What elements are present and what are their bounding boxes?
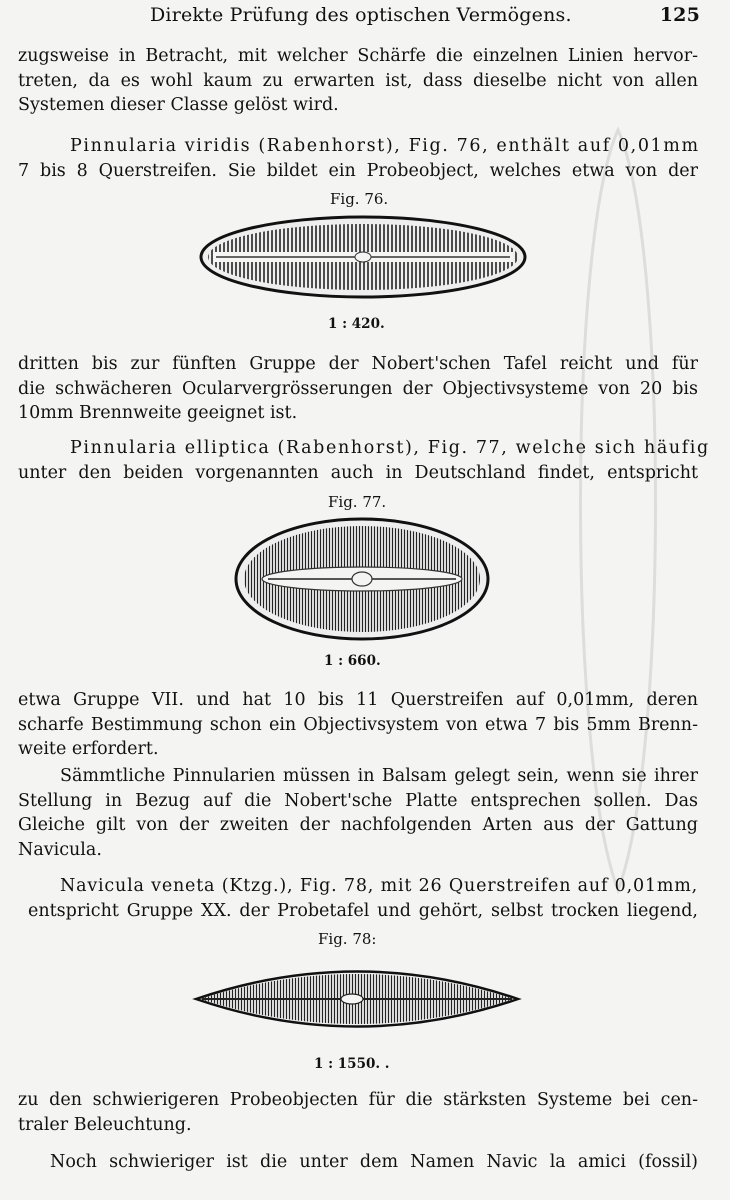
figure-76-diatom xyxy=(198,212,528,302)
text-line: zu den schwierigeren Probeobjecten für die stärksten Systeme bei cen- xyxy=(18,1090,698,1110)
text-line: traler Beleuchtung. xyxy=(18,1114,192,1135)
text-line: etwa Gruppe VII. und hat 10 bis 11 Querstreifen auf 0,01mm, deren xyxy=(18,690,698,710)
text-line: die schwächeren Ocularvergrösserungen der Objectivsysteme von 20 bis xyxy=(18,378,698,399)
figure-78-diatom xyxy=(192,954,522,1044)
figure-78-label: Fig. 78: xyxy=(318,930,377,948)
paragraph-gruppe-vii xyxy=(18,688,698,762)
text-line: entspricht Gruppe XX. der Probetafel und gehört, selbst trocken liegend, xyxy=(28,900,698,921)
figure-77-label: Fig. 77. xyxy=(328,493,387,511)
text-line: Sämmtliche Pinnularien müssen in Balsam gelegt sein, wenn sie ihrer xyxy=(60,766,698,786)
page-number: 125 xyxy=(659,4,700,26)
text-line: weite erfordert. xyxy=(18,739,159,759)
text-line: 10mm Brennweite geeignet ist. xyxy=(18,403,298,423)
text-line: treten, da es wohl kaum zu erwarten ist, dass dieselbe nicht von allen xyxy=(18,70,698,91)
figure-76-scale: 1 : 420. xyxy=(328,316,385,332)
text-line: Gleiche gilt von der zweiten der nachfolgenden Arten aus der Gattung xyxy=(18,815,698,835)
paragraph-pinnularia-viridis xyxy=(18,134,698,183)
text-line: Navicula veneta (Ktzg.), Fig. 78, mit 26 Querstreifen auf 0,01mm, xyxy=(60,876,698,896)
running-header xyxy=(150,4,710,30)
text-line: Systemen dieser Classe gelöst wird. xyxy=(18,95,339,115)
paragraph-schwierigere-probeobjecte xyxy=(18,1088,698,1137)
text-line: Pinnularia viridis (Rabenhorst), Fig. 76, enthält auf 0,01mm xyxy=(70,136,700,156)
figure-77-scale: 1 : 660. xyxy=(324,653,381,669)
text-line: Stellung in Bezug auf die Nobert'sche Platte entsprechen sollen. Das xyxy=(18,790,698,811)
figure-76-label: Fig. 76. xyxy=(330,190,389,208)
figure-78-scale: 1 : 1550. . xyxy=(314,1056,390,1072)
paragraph-continuation xyxy=(18,44,698,118)
text-line: Noch schwieriger ist die unter dem Namen Navic la amici (fossil) xyxy=(50,1152,698,1172)
text-line: 7 bis 8 Querstreifen. Sie bildet ein Probeobject, welches etwa von der xyxy=(18,160,698,181)
paragraph-pinnularia-elliptica xyxy=(18,436,710,485)
paragraph-navicula-veneta xyxy=(18,874,698,923)
paragraph-navicula-amici xyxy=(18,1150,698,1175)
text-line: unter den beiden vorgenannten auch in Deutschland findet, entspricht xyxy=(18,462,698,483)
text-line: zugsweise in Betracht, mit welcher Schärfe die einzelnen Linien hervor- xyxy=(18,46,698,66)
figure-77-diatom xyxy=(232,515,492,643)
running-title: Direkte Prüfung des optischen Vermögens. xyxy=(150,4,572,26)
paragraph-pinnularien-balsam xyxy=(18,764,698,862)
text-line: Pinnularia elliptica (Rabenhorst), Fig. 77, welche sich häufig xyxy=(70,438,710,458)
paragraph-nobert-tafel xyxy=(18,352,698,426)
text-line: dritten bis zur fünften Gruppe der Nobert'schen Tafel reicht und für xyxy=(18,354,698,374)
text-line: scharfe Bestimmung schon ein Objectivsystem von etwa 7 bis 5mm Brenn- xyxy=(18,714,698,735)
text-line: Navicula. xyxy=(18,839,102,860)
